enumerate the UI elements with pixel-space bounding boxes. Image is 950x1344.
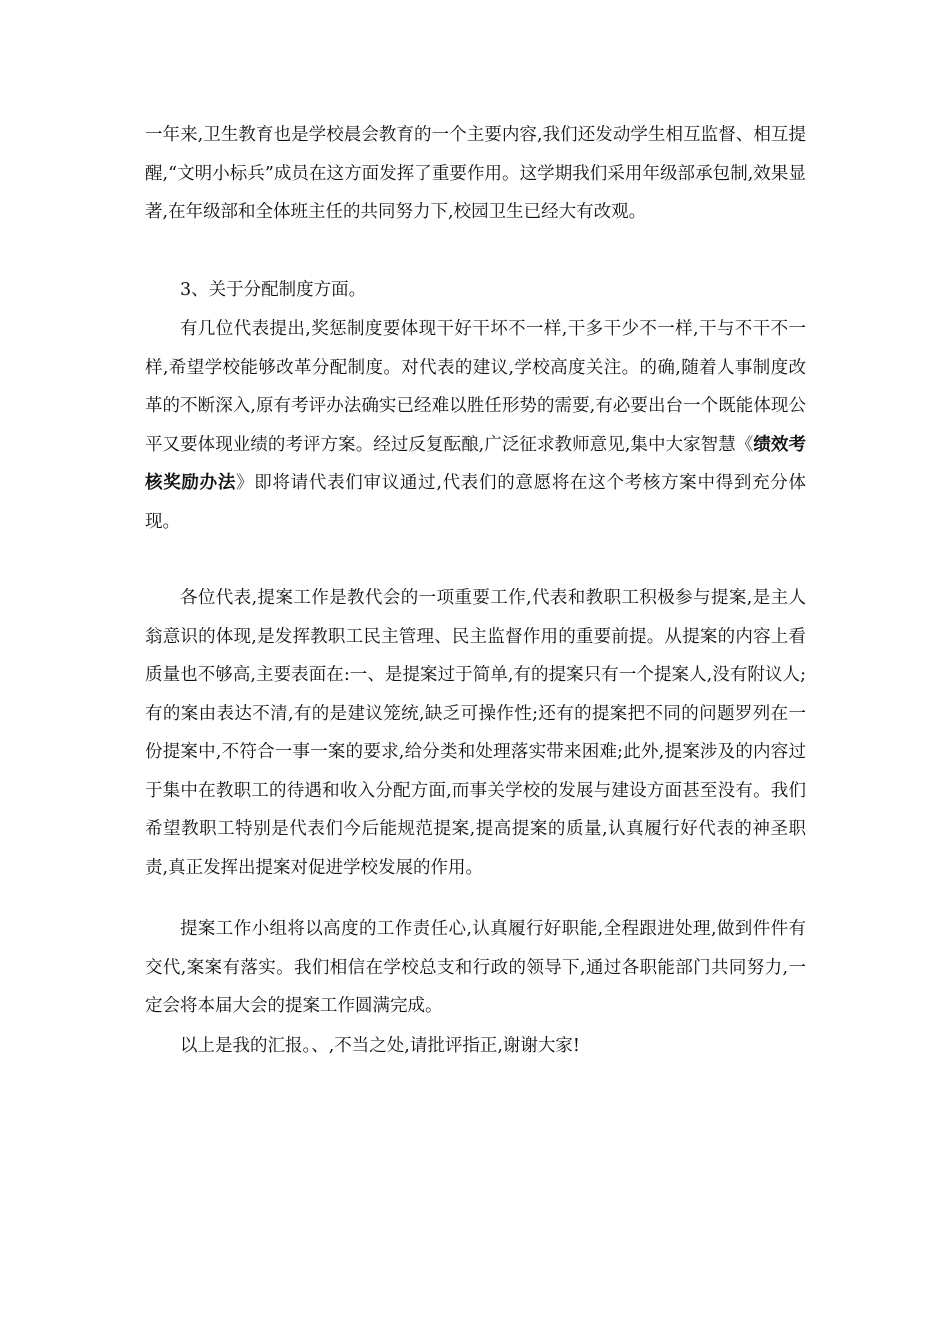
paragraph-text: 有几位代表提出,奖惩制度要体现干好干坏不一样,干多干少不一样,干与不干不一样,希望学校能够改革分配制度。对代表的建议,学校高度关注。的确,随着人事制度改革的不断深入,原有考评办法确实已经难以胜任形势的需要,有必要出台一个既能体现公平又要体现业绩的考评方案。经过反复酝酿,广泛征求教师意见,集中大家智慧《	[145, 319, 806, 455]
paragraph-proposal-group: 提案工作小组将以高度的工作责任心,认真履行好职能,全程跟进处理,做到件件有交代,案案有落实。我们相信在学校总支和行政的领导下,通过各职能部门共同努力,一定会将本届大会的提案工作圆满完成。	[145, 919, 806, 1016]
section-heading-distribution-system: 3、关于分配制度方面。	[180, 280, 367, 300]
paragraph-hygiene-education: 一年来,卫生教育也是学校晨会教育的一个主要内容,我们还发动学生相互监督、相互提醒,“文明小标兵”成员在这方面发挥了重要作用。这学期我们采用年级部承包制,效果显著,在年级部和全体班主任的共同努力下,校园卫生已经大有改观。	[145, 125, 806, 222]
paragraph-distribution-system	[145, 310, 806, 541]
paragraph-closing: 以上是我的汇报。、,不当之处,请批评指正,谢谢大家!	[180, 1036, 580, 1056]
paragraph-proposal-work: 各位代表,提案工作是教代会的一项重要工作,代表和教职工积极参与提案,是主人翁意识的体现,是发挥教职工民主管理、民主监督作用的重要前提。从提案的内容上看质量也不够高,主要表面在:一、是提案过于简单,有的提案只有一个提案人,没有附议人;有的案由表达不清,有的是建议笼统,缺乏可操作性;还有的提案把不同的问题罗列在一份提案中,不符合一事一案的要求,给分类和处理落实带来困难;此外,提案涉及的内容过于集中在教职工的待遇和收入分配方面,而事关学校的发展与建设方面甚至没有。我们希望教职工特别是代表们今后能规范提案,提高提案的质量,认真履行好代表的神圣职责,真正发挥出提案对促进学校发展的作用。	[145, 588, 806, 878]
paragraph-text: 》即将请代表们审议通过,代表们的意愿将在这个考核方案中得到充分体现。	[145, 473, 807, 532]
document-title-reference: 绩效考核奖励办法	[145, 434, 806, 493]
